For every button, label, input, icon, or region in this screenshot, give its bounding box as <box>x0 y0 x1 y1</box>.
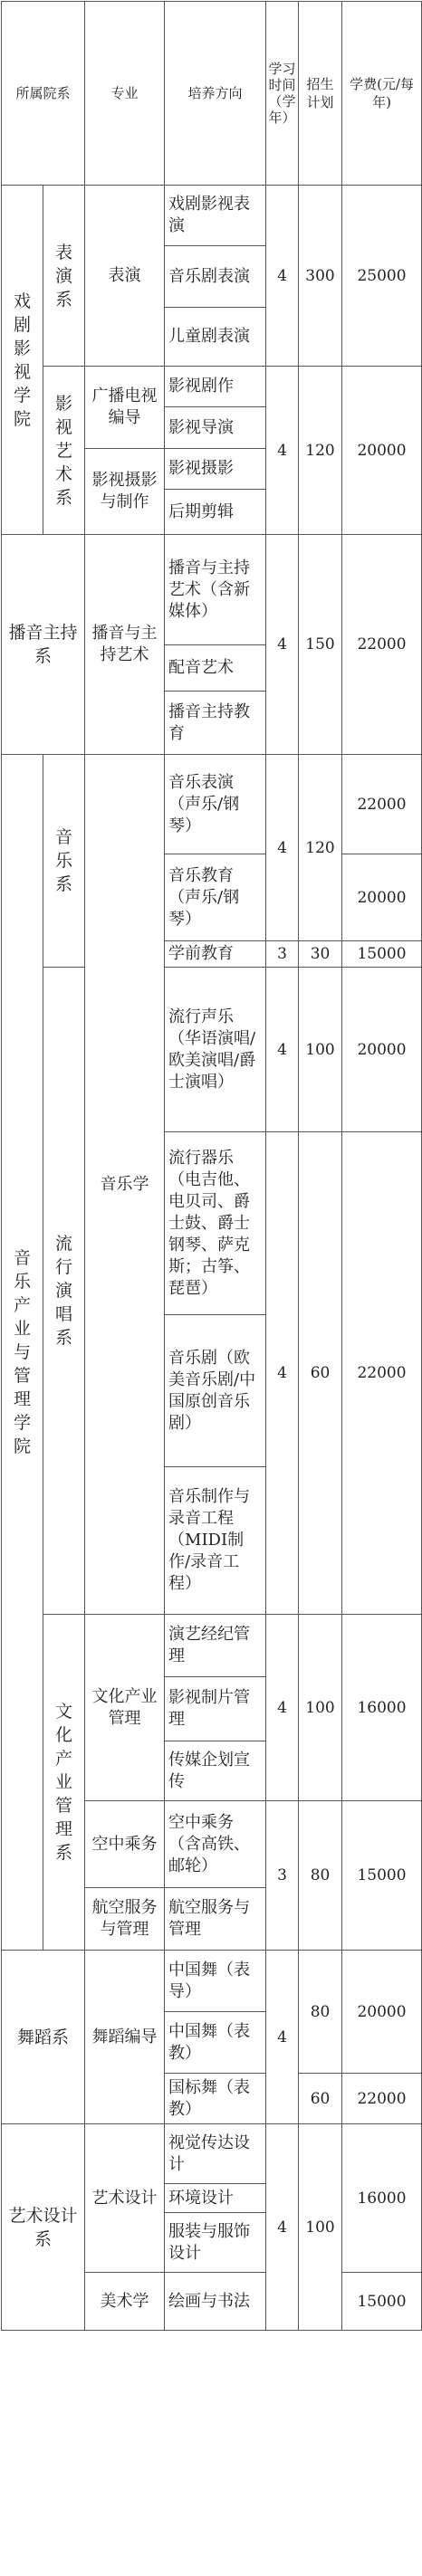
plan-cell: 80 <box>299 1951 342 2074</box>
header-direction: 培养方向 <box>165 2 266 186</box>
duration-cell: 4 <box>266 367 299 535</box>
duration-cell: 4 <box>266 1132 299 1615</box>
direction-cell: 服装与服饰设计 <box>165 2213 266 2273</box>
direction-cell: 配音艺术 <box>165 645 266 692</box>
duration-cell: 4 <box>266 2124 299 2331</box>
major-cell: 影视摄影与制作 <box>85 449 165 535</box>
fee-cell: 20000 <box>342 367 422 535</box>
direction-cell: 戏剧影视表演 <box>165 186 266 246</box>
fee-cell: 20000 <box>342 1951 422 2074</box>
header-dept: 所属院系 <box>2 2 85 186</box>
plan-cell: 100 <box>299 968 342 1132</box>
direction-cell: 国标舞（表教） <box>165 2074 266 2124</box>
fee-cell: 22000 <box>342 1132 422 1615</box>
fee-cell: 20000 <box>342 968 422 1132</box>
direction-cell: 绘画与书法 <box>165 2273 266 2331</box>
duration-cell: 4 <box>266 535 299 755</box>
direction-cell: 传媒企划宣传 <box>165 1741 266 1801</box>
direction-cell: 播音与主持艺术（含新媒体） <box>165 535 266 645</box>
fee-cell: 16000 <box>342 1615 422 1801</box>
direction-cell: 演艺经纪管理 <box>165 1615 266 1677</box>
fee-cell: 15000 <box>342 2273 422 2331</box>
direction-cell: 儿童剧表演 <box>165 308 266 367</box>
table-row <box>2 367 422 407</box>
major-cell: 播音与主持艺术 <box>85 535 165 755</box>
header-duration: 学习时间（学年） <box>266 2 299 186</box>
direction-cell: 视觉传达设计 <box>165 2124 266 2184</box>
major-cell: 舞蹈编导 <box>85 1951 165 2124</box>
direction-cell: 音乐制作与录音工程（MIDI制作/录音工程） <box>165 1467 266 1615</box>
plan-cell: 150 <box>299 535 342 755</box>
table-row <box>2 1951 422 2012</box>
major-cell: 航空服务与管理 <box>85 1888 165 1951</box>
fee-cell: 22000 <box>342 755 422 854</box>
duration-cell: 4 <box>266 968 299 1132</box>
plan-cell: 30 <box>299 941 342 968</box>
major-cell: 表演 <box>85 186 165 367</box>
fee-cell: 16000 <box>342 2124 422 2273</box>
college-cell: 艺术设计系 <box>2 2124 85 2331</box>
direction-cell: 后期剪辑 <box>165 490 266 535</box>
direction-cell: 学前教育 <box>165 941 266 968</box>
plan-cell: 100 <box>299 1615 342 1801</box>
fee-cell: 15000 <box>342 1801 422 1951</box>
direction-cell: 流行器乐（电吉他、电贝司、爵士鼓、爵士钢琴、萨克斯；古筝、琵琶） <box>165 1132 266 1315</box>
plan-cell: 80 <box>299 1801 342 1951</box>
enrollment-table <box>1 1 422 2331</box>
direction-cell: 环境设计 <box>165 2184 266 2213</box>
table-row <box>2 535 422 645</box>
major-cell: 音乐学 <box>85 755 165 1615</box>
plan-cell: 60 <box>299 2074 342 2124</box>
direction-cell: 流行声乐（华语演唱/欧美演唱/爵士演唱） <box>165 968 266 1132</box>
major-cell: 文化产业管理 <box>85 1615 165 1801</box>
plan-cell: 100 <box>299 2124 342 2331</box>
duration-cell: 3 <box>266 941 299 968</box>
dept-cell: 音乐系 <box>43 755 85 968</box>
direction-cell: 影视剧作 <box>165 367 266 407</box>
direction-cell: 影视摄影 <box>165 449 266 490</box>
duration-cell: 4 <box>266 186 299 367</box>
fee-cell: 20000 <box>342 854 422 941</box>
duration-cell: 3 <box>266 1801 299 1951</box>
fee-cell: 22000 <box>342 2074 422 2124</box>
table-row <box>2 2124 422 2184</box>
college-cell: 舞蹈系 <box>2 1951 85 2124</box>
direction-cell: 音乐教育（声乐/钢琴） <box>165 854 266 941</box>
table-row <box>2 968 422 1132</box>
header-fee: 学费(元/每年) <box>342 2 422 186</box>
duration-cell: 4 <box>266 1951 299 2124</box>
header-plan: 招生计划 <box>299 2 342 186</box>
major-cell: 美术学 <box>85 2273 165 2331</box>
direction-cell: 航空服务与管理 <box>165 1888 266 1951</box>
direction-cell: 中国舞（表教） <box>165 2012 266 2074</box>
direction-cell: 音乐表演（声乐/钢琴） <box>165 755 266 854</box>
plan-cell: 120 <box>299 367 342 535</box>
dept-cell: 影视艺术系 <box>43 367 85 535</box>
table-row <box>2 186 422 246</box>
header-row <box>2 2 422 186</box>
fee-cell: 15000 <box>342 941 422 968</box>
duration-cell: 4 <box>266 1615 299 1801</box>
plan-cell: 120 <box>299 755 342 941</box>
dept-cell: 文化产业管理系 <box>43 1615 85 1951</box>
direction-cell: 音乐剧表演 <box>165 246 266 308</box>
dept-cell: 表演系 <box>43 186 85 367</box>
direction-cell: 影视导演 <box>165 407 266 449</box>
major-cell: 广播电视编导 <box>85 367 165 449</box>
direction-cell: 中国舞（表导） <box>165 1951 266 2012</box>
plan-cell: 300 <box>299 186 342 367</box>
direction-cell: 音乐剧（欧美音乐剧/中国原创音乐剧） <box>165 1315 266 1467</box>
header-major: 专业 <box>85 2 165 186</box>
major-cell: 空中乘务 <box>85 1801 165 1888</box>
direction-cell: 影视制片管理 <box>165 1677 266 1741</box>
table-row <box>2 1615 422 1677</box>
direction-cell: 播音主持教育 <box>165 692 266 755</box>
table-row <box>2 755 422 854</box>
college-cell: 播音主持系 <box>2 535 85 755</box>
plan-cell: 60 <box>299 1132 342 1615</box>
college-cell: 音乐产业与管理学院 <box>2 755 43 1951</box>
dept-cell: 流行演唱系 <box>43 968 85 1615</box>
duration-cell: 4 <box>266 755 299 941</box>
fee-cell: 22000 <box>342 535 422 755</box>
major-cell: 艺术设计 <box>85 2124 165 2273</box>
direction-cell: 空中乘务（含高铁、邮轮） <box>165 1801 266 1888</box>
college-cell: 戏剧影视学院 <box>2 186 43 535</box>
fee-cell: 25000 <box>342 186 422 367</box>
